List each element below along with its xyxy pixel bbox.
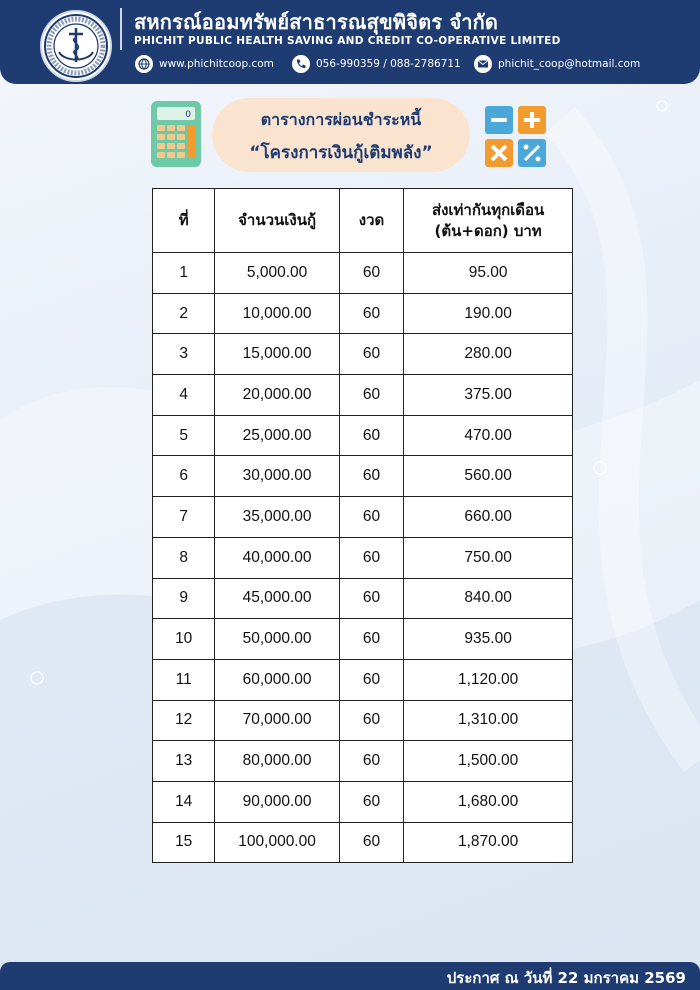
cell-installments: 60 xyxy=(339,537,403,578)
cell-installments: 60 xyxy=(339,822,403,863)
cell-installments: 60 xyxy=(339,659,403,700)
header-no: ที่ xyxy=(153,189,215,253)
header-monthly-line1: ส่งเท่ากันทุกเดือน xyxy=(431,201,545,220)
org-name-english: PHICHIT PUBLIC HEALTH SAVING AND CREDIT CO-OPERATIVE LIMITED xyxy=(134,35,561,47)
cell-no: 13 xyxy=(153,741,215,782)
cell-monthly-payment: 1,500.00 xyxy=(404,741,573,782)
cell-amount: 10,000.00 xyxy=(215,293,339,334)
globe-icon xyxy=(135,55,153,73)
table-row xyxy=(153,334,573,375)
cell-amount: 70,000.00 xyxy=(215,700,339,741)
cell-installments: 60 xyxy=(339,253,403,294)
table-row xyxy=(153,415,573,456)
cell-no: 5 xyxy=(153,415,215,456)
cell-installments: 60 xyxy=(339,700,403,741)
header-installments: งวด xyxy=(339,189,403,253)
cell-installments: 60 xyxy=(339,293,403,334)
cell-no: 8 xyxy=(153,537,215,578)
table-row xyxy=(153,253,573,294)
cell-monthly-payment: 1,680.00 xyxy=(404,781,573,822)
cell-no: 11 xyxy=(153,659,215,700)
cell-no: 7 xyxy=(153,497,215,538)
cell-amount: 45,000.00 xyxy=(215,578,339,619)
cell-amount: 35,000.00 xyxy=(215,497,339,538)
cell-amount: 20,000.00 xyxy=(215,375,339,416)
cell-installments: 60 xyxy=(339,334,403,375)
cell-no: 6 xyxy=(153,456,215,497)
calculator-display: 0 xyxy=(185,110,191,120)
cell-amount: 40,000.00 xyxy=(215,537,339,578)
cell-amount: 50,000.00 xyxy=(215,619,339,660)
footer-bar xyxy=(0,962,700,990)
cell-monthly-payment: 95.00 xyxy=(404,253,573,294)
cell-monthly-payment: 660.00 xyxy=(404,497,573,538)
table-row xyxy=(153,293,573,334)
table-row xyxy=(153,659,573,700)
cell-monthly-payment: 375.00 xyxy=(404,375,573,416)
org-name-thai: สหกรณ์ออมทรัพย์สาธารณสุขพิจิตร จำกัด xyxy=(134,10,499,34)
cell-no: 1 xyxy=(153,253,215,294)
table-row xyxy=(153,456,573,497)
table-header-row xyxy=(153,189,573,253)
cell-installments: 60 xyxy=(339,781,403,822)
cell-no: 12 xyxy=(153,700,215,741)
table-row xyxy=(153,578,573,619)
cell-installments: 60 xyxy=(339,619,403,660)
table-row xyxy=(153,700,573,741)
title-banner xyxy=(212,98,470,172)
header-bar xyxy=(0,0,700,84)
cell-amount: 100,000.00 xyxy=(215,822,339,863)
table-row xyxy=(153,781,573,822)
phone-icon xyxy=(292,55,310,73)
cell-installments: 60 xyxy=(339,375,403,416)
cell-monthly-payment: 1,310.00 xyxy=(404,700,573,741)
phone-text: 056-990359 / 088-2786711 xyxy=(316,58,461,70)
math-operators-icon xyxy=(485,106,547,168)
cell-installments: 60 xyxy=(339,497,403,538)
header-monthly-line2: (ต้น+ดอก) บาท xyxy=(434,221,542,240)
cell-installments: 60 xyxy=(339,741,403,782)
cell-amount: 5,000.00 xyxy=(215,253,339,294)
table-row xyxy=(153,497,573,538)
cell-no: 3 xyxy=(153,334,215,375)
cell-monthly-payment: 190.00 xyxy=(404,293,573,334)
contact-email[interactable] xyxy=(474,54,640,74)
table-body xyxy=(153,253,573,863)
header-divider xyxy=(120,8,122,50)
cell-amount: 90,000.00 xyxy=(215,781,339,822)
cell-amount: 30,000.00 xyxy=(215,456,339,497)
repayment-table xyxy=(152,188,573,863)
cell-no: 15 xyxy=(153,822,215,863)
cell-no: 14 xyxy=(153,781,215,822)
cell-amount: 25,000.00 xyxy=(215,415,339,456)
mail-icon xyxy=(474,55,492,73)
cell-no: 2 xyxy=(153,293,215,334)
announcement-date: ประกาศ ณ วันที่ 22 มกราคม 2569 xyxy=(446,969,686,987)
table-row xyxy=(153,619,573,660)
website-text: www.phichitcoop.com xyxy=(159,58,274,70)
contact-website[interactable] xyxy=(135,54,274,74)
contact-phone[interactable] xyxy=(292,54,461,74)
cell-installments: 60 xyxy=(339,456,403,497)
cell-amount: 80,000.00 xyxy=(215,741,339,782)
cell-monthly-payment: 1,870.00 xyxy=(404,822,573,863)
header-monthly-payment xyxy=(404,189,573,253)
cell-monthly-payment: 935.00 xyxy=(404,619,573,660)
cell-monthly-payment: 750.00 xyxy=(404,537,573,578)
project-name: “โครงการเงินกู้เติมพลัง” xyxy=(249,143,433,163)
cell-no: 9 xyxy=(153,578,215,619)
cell-installments: 60 xyxy=(339,415,403,456)
cell-monthly-payment: 840.00 xyxy=(404,578,573,619)
cell-monthly-payment: 560.00 xyxy=(404,456,573,497)
email-text: phichit_coop@hotmail.com xyxy=(498,58,641,70)
cooperative-logo xyxy=(40,10,112,82)
cell-monthly-payment: 280.00 xyxy=(404,334,573,375)
table-row xyxy=(153,375,573,416)
header-amount: จำนวนเงินกู้ xyxy=(215,189,339,253)
cell-installments: 60 xyxy=(339,578,403,619)
table-row xyxy=(153,741,573,782)
page-title: ตารางการผ่อนชำระหนี้ xyxy=(260,110,422,129)
table-row xyxy=(153,822,573,863)
cell-amount: 60,000.00 xyxy=(215,659,339,700)
cell-no: 4 xyxy=(153,375,215,416)
cell-amount: 15,000.00 xyxy=(215,334,339,375)
table-row xyxy=(153,537,573,578)
cell-monthly-payment: 1,120.00 xyxy=(404,659,573,700)
cell-no: 10 xyxy=(153,619,215,660)
cell-monthly-payment: 470.00 xyxy=(404,415,573,456)
calculator-icon xyxy=(150,100,202,168)
